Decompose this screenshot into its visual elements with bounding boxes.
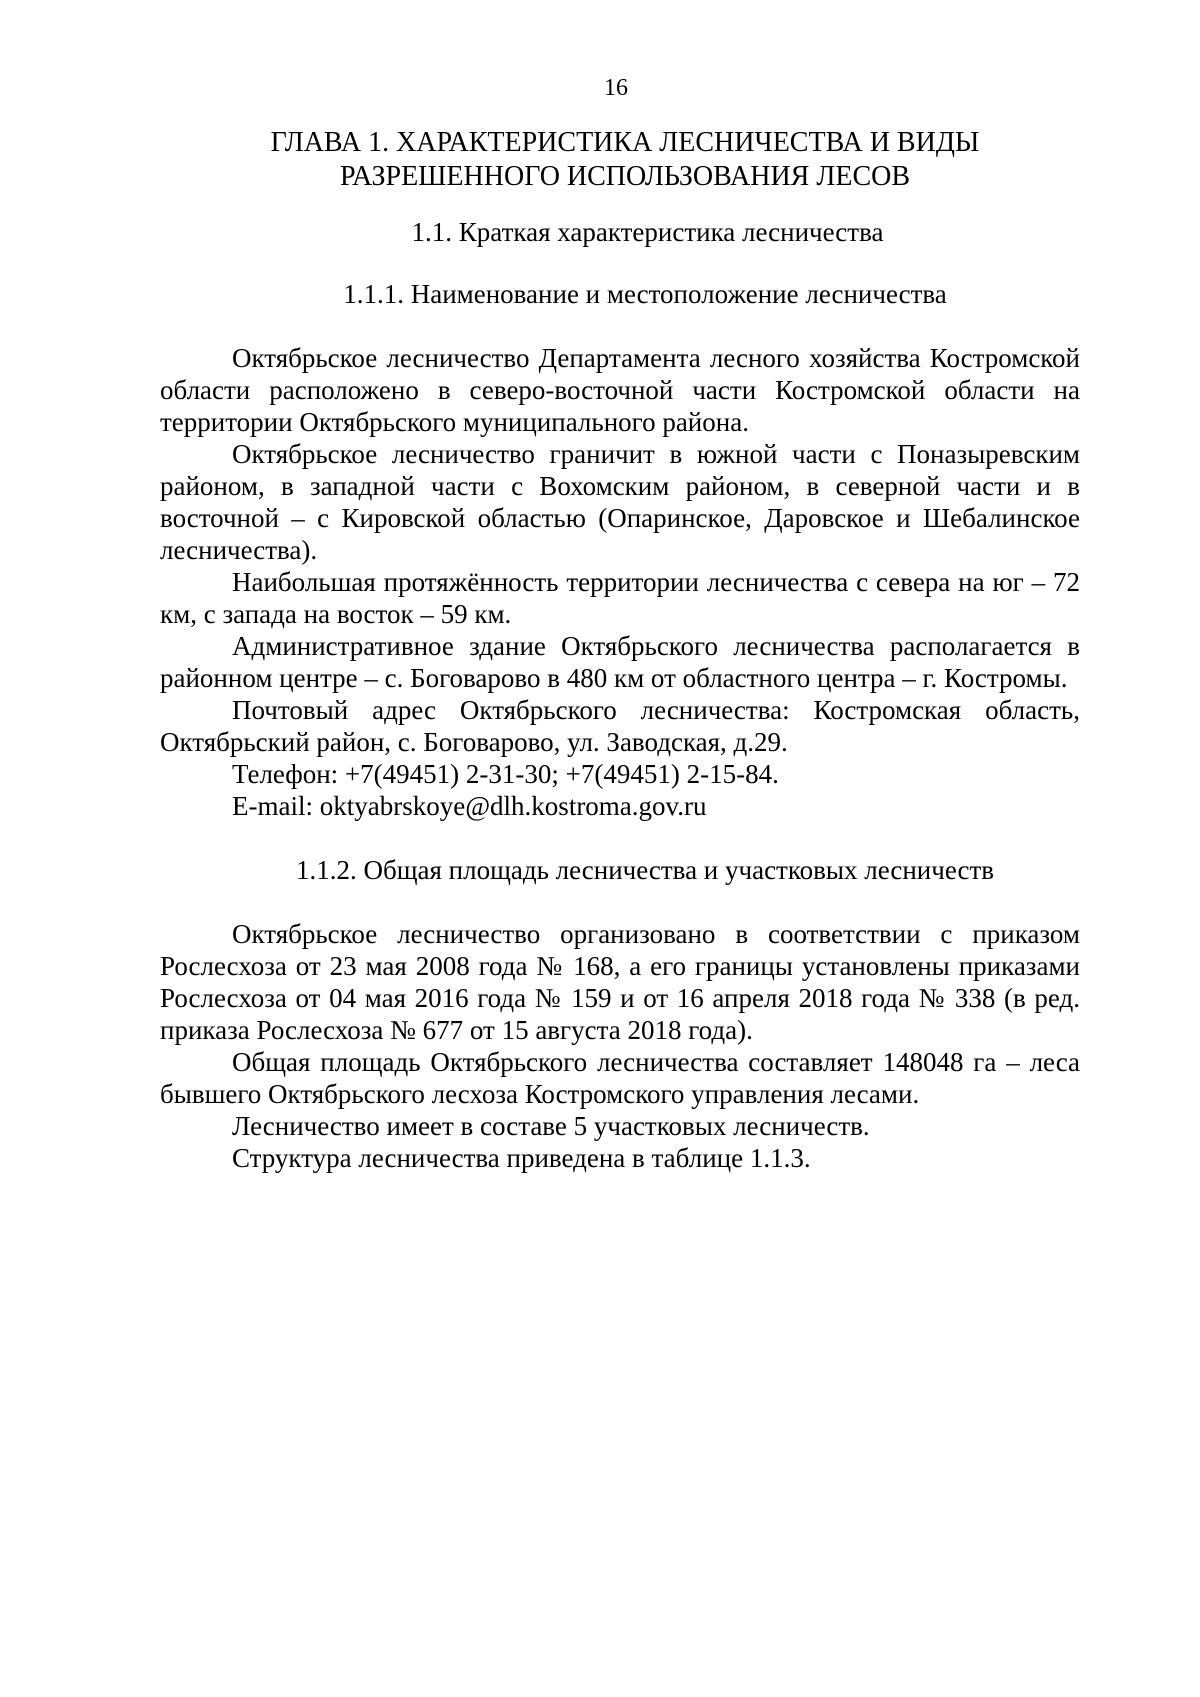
section-1-1-title: 1.1. Краткая характеристика лесничества	[411, 217, 884, 247]
paragraph-structure-reference: Структура лесничества приведена в таблице 1.1.3.	[232, 1143, 811, 1173]
chapter-title-line1: ГЛАВА 1. ХАРАКТЕРИСТИКА ЛЕСНИЧЕСТВА И ВИДЫ	[270, 127, 980, 158]
paragraph-admin-building: Административное здание Октябрьского лесничества располагается в районном центре – с. Боговарово в 480 км от областного центра – г. Костромы.	[160, 631, 1080, 693]
paragraph-extent: Наибольшая протяжённость территории лесничества с севера на юг – 72 км, с запада на восток – 59 км.	[160, 567, 1080, 629]
paragraph-total-area: Общая площадь Октябрьского лесничества составляет 148048 га – леса бывшего Октябрьского лесхоза Костромского управления лесами.	[160, 1047, 1080, 1109]
page-content	[160, 126, 1080, 1174]
chapter-title	[160, 126, 1080, 194]
page-number: 16	[604, 75, 628, 101]
paragraph-location: Октябрьское лесничество Департамента лесного хозяйства Костромской области расположено в северо-восточной части Костромской области на территории Октябрьского муниципального района.	[160, 343, 1080, 437]
chapter-title-line2: РАЗРЕШЕННОГО ИСПОЛЬЗОВАНИЯ ЛЕСОВ	[339, 161, 911, 192]
section-1-1-2-title: 1.1.2. Общая площадь лесничества и участковых лесничеств	[295, 855, 995, 885]
paragraph-email: E-mail: oktyabrskoye@dlh.kostroma.gov.ru	[232, 791, 707, 821]
paragraph-district-count: Лесничество имеет в составе 5 участковых лесничеств.	[232, 1111, 870, 1141]
paragraph-postal-address: Почтовый адрес Октябрьского лесничества: Костромская область, Октябрьский район, с. Боговарово, ул. Заводская, д.29.	[160, 695, 1080, 757]
paragraph-establishment: Октябрьское лесничество организовано в соответствии с приказом Рослесхоза от 23 мая 2008 года № 168, а его границы установлены приказами Рослесхоза от 04 мая 2016 года № 159 и от 16 апреля 2018 года № 338 (в ред. приказа Рослесхоза № 677 от 15 августа 2018 года).	[160, 919, 1080, 1045]
paragraph-borders: Октябрьское лесничество граничит в южной части с Поназыревским районом, в западной части с Вохомским районом, в северной части и в восточной – с Кировской областью (Опаринское, Даровское и Шебалинское лесничества).	[160, 439, 1080, 565]
section-1-1-1-title: 1.1.1. Наименование и местоположение лесничества	[343, 279, 947, 309]
paragraph-phone: Телефон: +7(49451) 2-31-30; +7(49451) 2-15-84.	[232, 759, 779, 789]
